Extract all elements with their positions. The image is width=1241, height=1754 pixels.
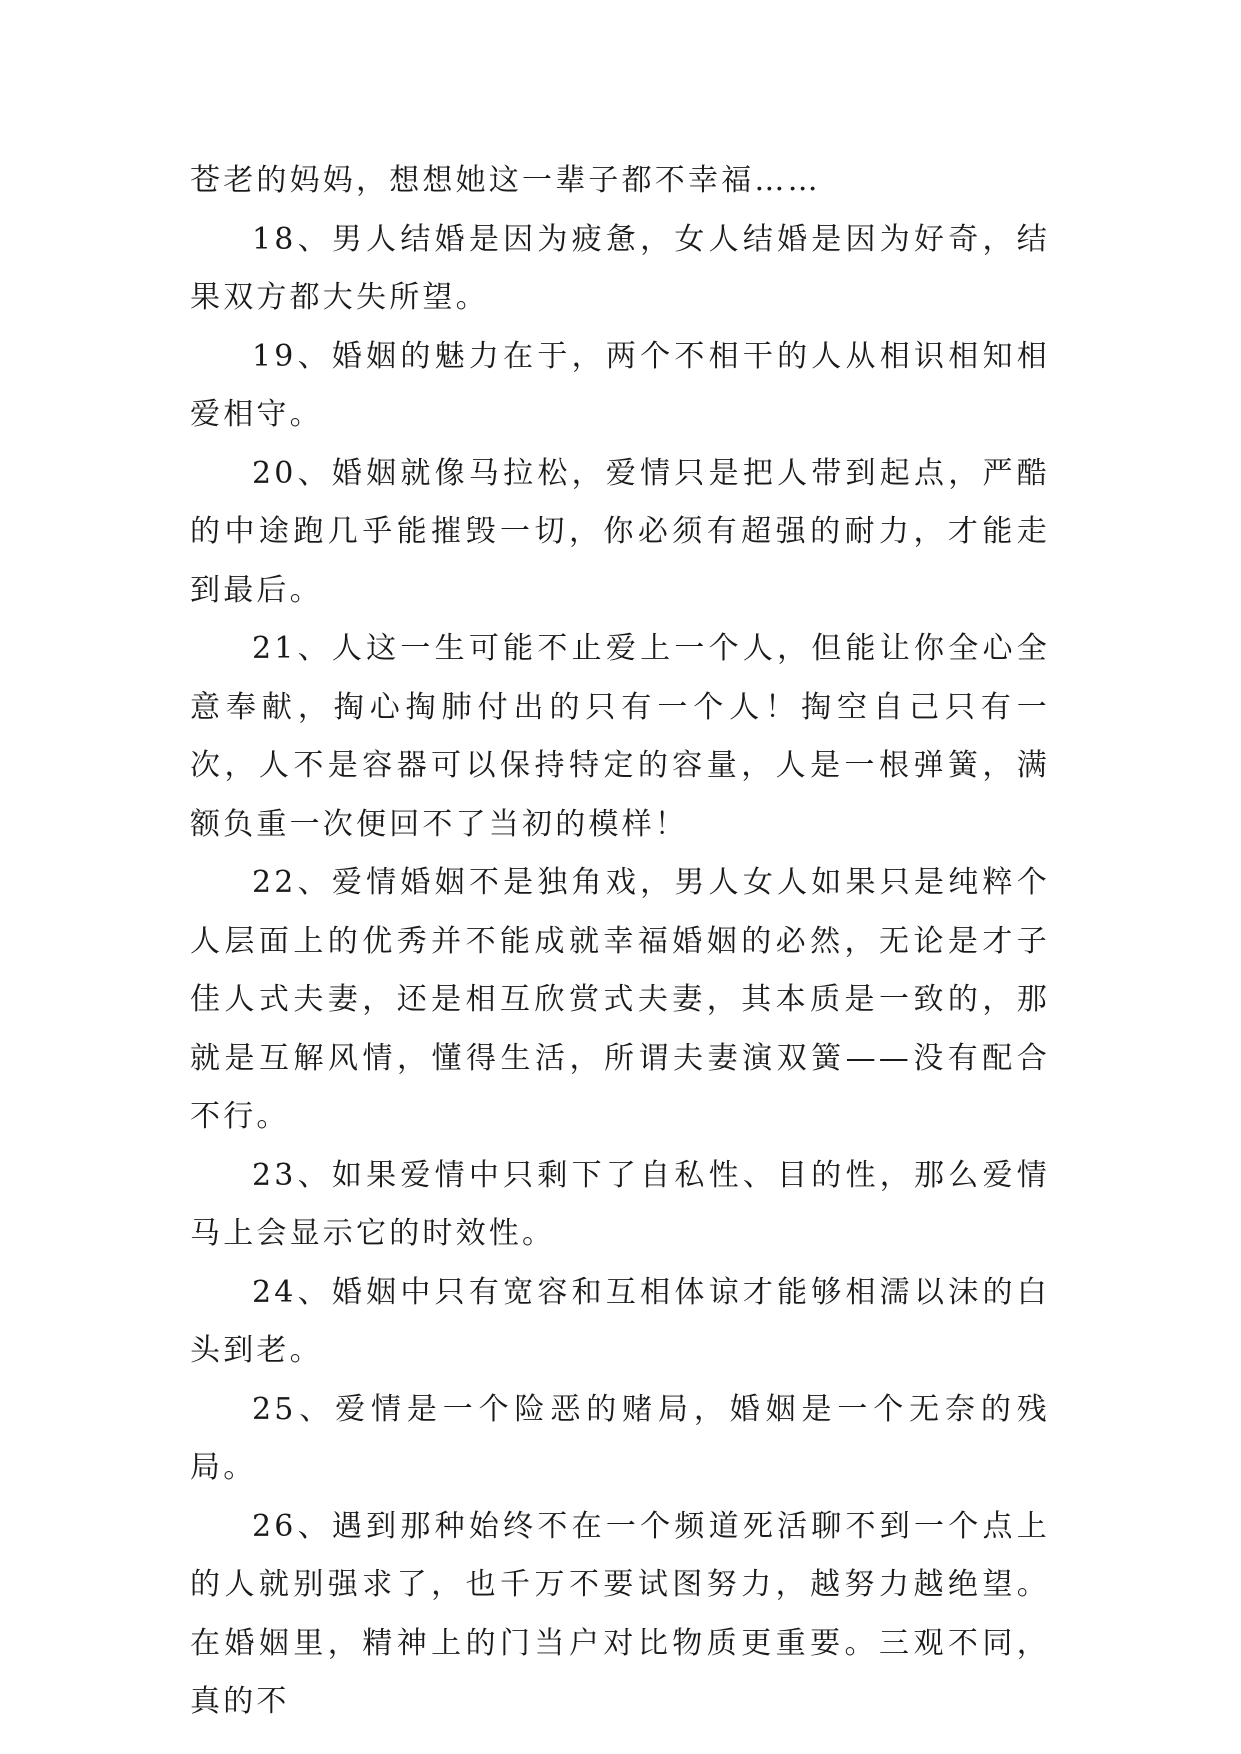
paragraph-24: 24、婚姻中只有宽容和互相体谅才能够相濡以沫的白头到老。: [190, 1274, 1050, 1368]
paragraph-continuation: 苍老的妈妈，想想她这一辈子都不幸福……: [190, 163, 821, 198]
paragraph-18: 18、男人结婚是因为疲惫，女人结婚是因为好奇，结果双方都大失所望。: [190, 221, 1050, 315]
paragraph-22: 22、爱情婚姻不是独角戏，男人女人如果只是纯粹个人层面上的优秀并不能成就幸福婚姻的必然，无论是才子佳人式夫妻，还是相互欣赏式夫妻，其本质是一致的，那就是互解风情，懂得生活，所谓夫妻演双簧——没有配合不行。: [190, 865, 1050, 1134]
paragraph-21: 21、人这一生可能不止爱上一个人，但能让你全心全意奉献，掏心掏肺付出的只有一个人！掏空自己只有一次，人不是容器可以保持特定的容量，人是一根弹簧，满额负重一次便回不了当初的模样！: [190, 631, 1050, 842]
paragraph-26: 26、遇到那种始终不在一个频道死活聊不到一个点上的人就别强求了，也千万不要试图努力，越努力越绝望。在婚姻里，精神上的门当户对比物质更重要。三观不同，真的不: [190, 1508, 1050, 1719]
document-body: [190, 152, 1050, 1732]
paragraph-19: 19、婚姻的魅力在于，两个不相干的人从相识相知相爱相守。: [190, 338, 1050, 432]
paragraph-23: 23、如果爱情中只剩下了自私性、目的性，那么爱情马上会显示它的时效性。: [190, 1157, 1050, 1251]
paragraph-20: 20、婚姻就像马拉松，爱情只是把人带到起点，严酷的中途跑几乎能摧毁一切，你必须有超强的耐力，才能走到最后。: [190, 455, 1050, 608]
paragraph-25: 25、爱情是一个险恶的赌局，婚姻是一个无奈的残局。: [190, 1391, 1050, 1485]
